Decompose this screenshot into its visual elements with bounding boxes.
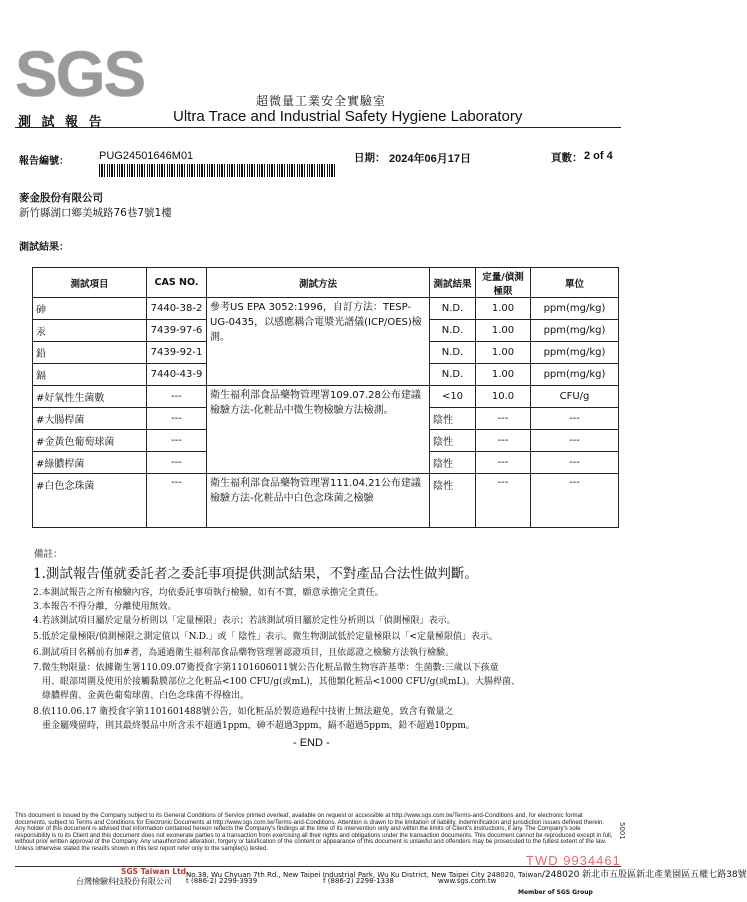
row-cas: 7440-43-9 <box>147 364 207 386</box>
row-item: 鉛 <box>33 342 147 364</box>
notes-label: 備註： <box>34 549 63 560</box>
row-limit: 10.0 <box>476 386 531 408</box>
method-micro: 衛生福利部食品藥物管理署109.07.28公布建議檢驗方法-化粧品中微生物檢驗方法檢測。 <box>207 386 430 474</box>
row-item: #白色念珠菌 <box>33 474 147 528</box>
row-result: 陰性 <box>430 408 476 430</box>
row-result: <10 <box>430 386 476 408</box>
address-en: No.38, Wu Chyuan 7th Rd., New Taipei Industrial Park, Wu Ku District, New Taipei City 248020, Taiwan <box>186 871 542 879</box>
table-row <box>33 474 619 528</box>
row-cas: --- <box>147 452 207 474</box>
note-4: 4.若該測試項目屬於定量分析則以「定量極限」表示；若該測試項目屬於定性分析則以「偵測極限」表示。 <box>33 616 456 626</box>
row-unit: --- <box>531 474 619 528</box>
address-cn: /248020 新北市五股區新北產業園區五權七路38號 <box>541 870 747 880</box>
method-metals: 參考US EPA 3052:1996，自訂方法：TESP-UG-0435，以感應耦合電漿光譜儀(ICP/OES)檢測。 <box>207 298 430 386</box>
barcode <box>99 164 337 177</box>
row-cas: 7439-92-1 <box>147 342 207 364</box>
note-1: 1.測試報告僅就委託者之委託事項提供測試結果，不對產品合法性做判斷。 <box>33 566 478 582</box>
results-label: 測試結果： <box>19 242 69 253</box>
client-address: 新竹縣湖口鄉美城路76巷7號1樓 <box>19 207 172 219</box>
row-cas: --- <box>147 474 207 528</box>
row-item: #綠膿桿菌 <box>33 452 147 474</box>
row-unit: CFU/g <box>531 386 619 408</box>
row-limit: --- <box>476 452 531 474</box>
row-unit: --- <box>531 408 619 430</box>
row-item: #金黃色葡萄球菌 <box>33 430 147 452</box>
row-item: 鎘 <box>33 364 147 386</box>
row-item: 汞 <box>33 320 147 342</box>
row-limit: 1.00 <box>476 342 531 364</box>
row-cas: 7440-38-2 <box>147 298 207 320</box>
table-header-row <box>33 268 619 298</box>
row-result: N.D. <box>430 320 476 342</box>
row-limit: 1.00 <box>476 298 531 320</box>
note-7: 7.微生物限量：依據衛生署110.09.07衛授食字第1101606011號公告化粧品微生物容許基準：生菌數:三歲以下孩童 <box>33 663 499 673</box>
lab-en-title: Ultra Trace and Industrial Safety Hygiene Laboratory <box>173 108 523 125</box>
company-fax: f (886-2) 2298-1338 <box>323 877 394 885</box>
header-divider <box>15 127 621 128</box>
header-cas: CAS NO. <box>147 268 207 298</box>
note-8: 8.依110.06.17 衛授食字第1101601488號公告，如化粧品於製造過程中技術上無法避免，致含有微量之 <box>33 707 454 717</box>
row-result: N.D. <box>430 364 476 386</box>
note-7-cont: 用、眼部周圍及使用於接觸黏膜部位之化粧品<100 CFU/g(或mL)，其他類化粧品<1000 CFU/g(或mL)。大腸桿菌、 <box>42 677 520 687</box>
page-label: 頁數： <box>551 152 583 164</box>
note-6: 6.測試項目名稱前有加#者，為通過衛生福利部食品藥物管理署認證項目，且依認證之檢驗方法執行檢驗。 <box>33 648 455 658</box>
row-limit: 1.00 <box>476 320 531 342</box>
header-unit: 單位 <box>531 268 619 298</box>
row-item: #好氧性生菌數 <box>33 386 147 408</box>
header-result: 測試結果 <box>430 268 476 298</box>
header-limit: 定量/偵測極限 <box>476 268 531 298</box>
end-marker: - END - <box>293 737 330 749</box>
report-label: 測 試 報 告 <box>18 115 105 130</box>
serial-number: TWD 9934461 <box>526 853 621 868</box>
member-of-group: Member of SGS Group <box>518 889 593 896</box>
footer-disclaimer: This document is issued by the Company subject to its General Conditions of Service printed overleaf, available on request or accessible at http://www.sgs.com.tw/Terms-and-Conditions and, for electronic format documents, subject to Terms and Conditions for Electronic Documents at http://www.sgs.com.tw/Terms-and-Conditions. Attention is drawn to the limitation of liability, indemnification and jurisdiction issues defined therein. Any holder of this document is advised that information contained hereon reflects the Company's findings at the time of its intervention only and within the limits of Client's instructions, if any. The Company's sole responsibility is to its Client and this document does not exonerate parties to a transaction from exercising all their rights and obligations under the transaction documents. This document cannot be reproduced except in full, without prior written approval of the Company. Any unauthorized alteration, forgery or falsification of the content or appearance of this document is unlawful and offenders may be prosecuted to the fullest extent of the law. Unless otherwise stated the results shown in this test report refer only to the sample(s) tested. <box>15 812 613 852</box>
company-website: www.sgs.com.tw <box>438 877 497 885</box>
row-item: 砷 <box>33 298 147 320</box>
note-8-cont: 重金屬殘留時，則其最終製品中所含汞不超過1ppm，砷不超過3ppm，鎘不超過5ppm，鉛不超過10ppm。 <box>42 721 475 731</box>
header-method: 測試方法 <box>207 268 430 298</box>
row-result: N.D. <box>430 342 476 364</box>
company-cn: 台灣檢驗科技股份有限公司 <box>76 877 172 886</box>
row-unit: ppm(mg/kg) <box>531 298 619 320</box>
company-tel: t (886-2) 2299-3939 <box>186 877 258 885</box>
table-row <box>33 298 619 320</box>
header-item: 測試項目 <box>33 268 147 298</box>
note-7-cont: 綠膿桿菌、金黃色葡萄球菌、白色念珠菌不得檢出。 <box>42 691 250 701</box>
row-cas: --- <box>147 408 207 430</box>
row-unit: ppm(mg/kg) <box>531 320 619 342</box>
note-5: 5.低於定量極限/偵測極限之測定值以「N.D.」或「 陰性」表示。微生物測試低於定量極限以「<定量極限值」表示。 <box>33 632 498 642</box>
report-no-label: 報告編號： <box>19 156 69 167</box>
row-limit: 1.00 <box>476 364 531 386</box>
company-en: SGS Taiwan Ltd. <box>121 867 189 876</box>
row-result: 陰性 <box>430 430 476 452</box>
report-no: PUG24501646M01 <box>99 150 194 162</box>
client-name: 麥金股份有限公司 <box>19 192 103 204</box>
row-result: 陰性 <box>430 452 476 474</box>
row-unit: --- <box>531 452 619 474</box>
row-cas: --- <box>147 430 207 452</box>
lab-cn-title: 超微量工業安全實驗室 <box>256 94 387 108</box>
row-cas: 7439-97-6 <box>147 320 207 342</box>
note-2: 2.本測試報告之所有檢驗內容，均依委託事項執行檢驗，如有不實，願意承擔完全責任。 <box>33 588 384 598</box>
row-unit: ppm(mg/kg) <box>531 364 619 386</box>
table-row <box>33 386 619 408</box>
row-result: 陰性 <box>430 474 476 528</box>
row-unit: ppm(mg/kg) <box>531 342 619 364</box>
page-number: 2 of 4 <box>584 150 613 162</box>
row-cas: --- <box>147 386 207 408</box>
row-item: #大腸桿菌 <box>33 408 147 430</box>
row-limit: --- <box>476 474 531 528</box>
note-3: 3.本報告不得分離，分離使用無效。 <box>33 602 177 612</box>
method-candida: 衛生福利部食品藥物管理署111.04.21公布建議檢驗方法-化粧品中白色念珠菌之檢驗 <box>207 474 430 528</box>
row-limit: --- <box>476 430 531 452</box>
row-unit: --- <box>531 430 619 452</box>
side-code: 5001 <box>618 822 626 840</box>
row-limit: --- <box>476 408 531 430</box>
results-table <box>32 267 619 528</box>
report-date: 2024年06月17日 <box>389 153 471 165</box>
date-label: 日期： <box>354 152 386 164</box>
row-result: N.D. <box>430 298 476 320</box>
sgs-logo: SGS <box>15 38 145 110</box>
